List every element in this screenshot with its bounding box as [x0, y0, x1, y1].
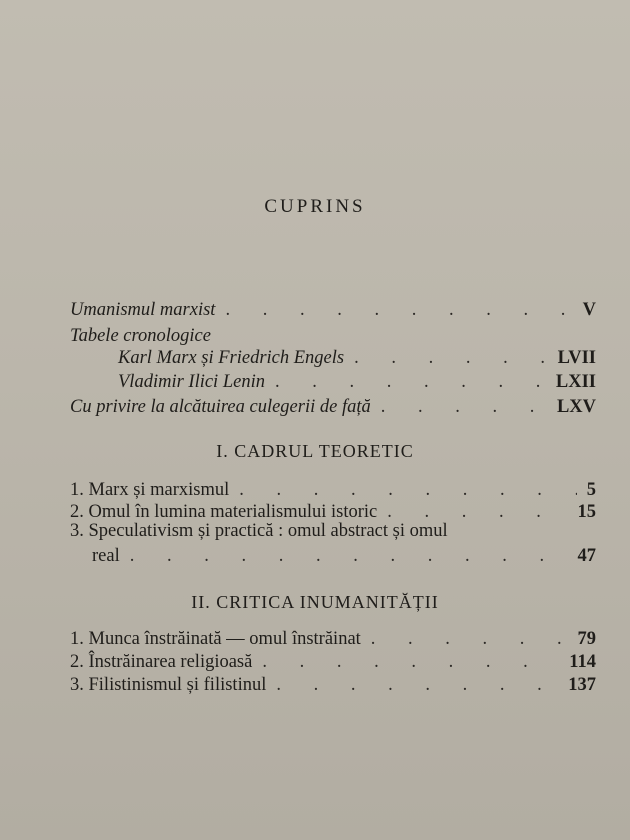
toc-entry-page: LVII — [557, 348, 596, 368]
toc-entry-page: 79 — [577, 629, 596, 649]
toc-label-tabele: Tabele cronologice — [70, 326, 211, 346]
dot-leader — [130, 546, 568, 567]
toc-entry-label: Karl Marx și Friedrich Engels — [118, 348, 345, 368]
dot-leader — [276, 675, 558, 696]
toc-entry-label: 2. Omul în lumina materialismului istoric — [70, 502, 378, 522]
toc-entry-label: Cu privire la alcătuirea culegerii de față — [70, 397, 371, 417]
toc-entry-label: 1. Munca înstrăinată — omul înstrăinat — [70, 629, 361, 649]
toc-entry-page: 137 — [568, 675, 596, 695]
toc-entry-label: Vladimir Ilici Lenin — [118, 372, 265, 392]
toc-entry-page: 47 — [577, 546, 596, 566]
toc-entry-page: 114 — [569, 652, 596, 672]
dot-leader — [239, 480, 576, 501]
dot-leader — [354, 348, 548, 369]
toc-entry-page: V — [582, 300, 596, 320]
section-heading-2: II. CRITICA INUMANITĂȚII — [191, 592, 439, 612]
page-title: CUPRINS — [264, 196, 366, 217]
toc-entry-label-line1: 3. Speculativism și practică : omul abstract și omul — [70, 521, 448, 541]
dot-leader — [262, 652, 559, 673]
toc-entry-culegere — [70, 397, 596, 423]
dot-leader — [275, 372, 546, 393]
toc-entry-label: 3. Filistinismul și filistinul — [70, 675, 267, 695]
toc-entry-label: 1. Marx și marxismul — [70, 480, 230, 500]
section-heading-1: I. CADRUL TEORETIC — [216, 441, 414, 461]
dot-leader — [381, 397, 547, 418]
dot-leader — [225, 300, 572, 321]
dot-leader — [371, 629, 568, 650]
toc-entry — [70, 675, 596, 701]
toc-entry-page: 15 — [577, 502, 596, 522]
toc-entry-marx-engels — [118, 348, 596, 374]
toc-entry-label: 2. Înstrăinarea religioasă — [70, 652, 253, 672]
toc-entry-page: LXV — [556, 397, 596, 417]
dot-leader — [387, 502, 567, 523]
toc-entry-page: 5 — [586, 480, 596, 500]
toc-entry-label: Umanismul marxist — [70, 300, 216, 320]
toc-entry-page: LXII — [555, 372, 596, 392]
toc-entry — [92, 546, 596, 572]
toc-entry-umanismul — [70, 300, 596, 326]
toc-entry-lenin — [118, 372, 596, 398]
toc-entry-label: real — [92, 546, 120, 566]
